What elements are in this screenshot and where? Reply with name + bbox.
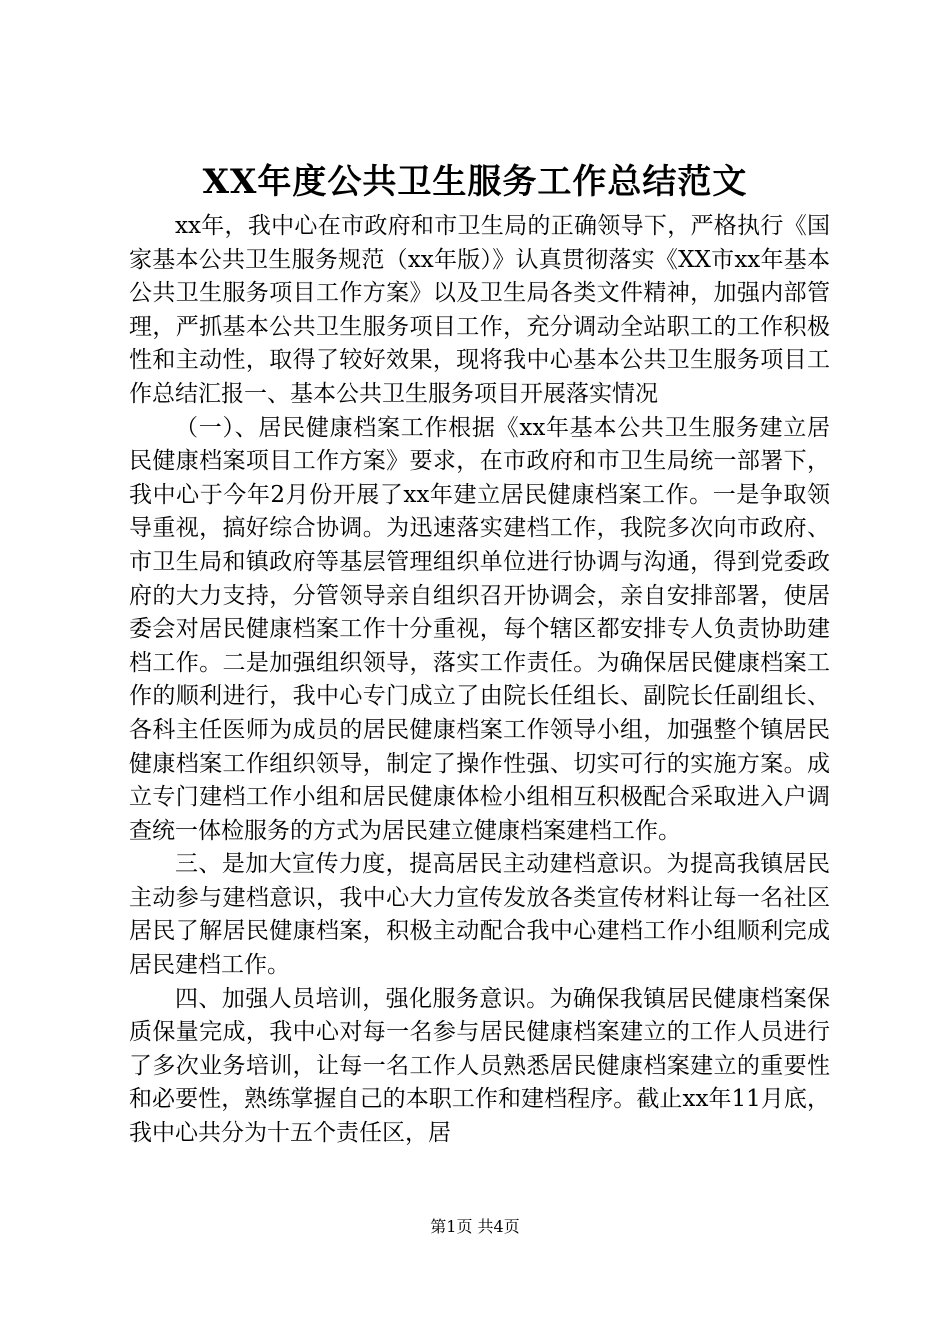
paragraph-intro: xx年，我中心在市政府和市卫生局的正确领导下，严格执行《国家基本公共卫生服务规范（xx年版）》认真贯彻落实《XX市xx年基本公共卫生服务项目工作方案》以及卫生局各类文件精神，加强内部管理，严抓基本公共卫生服务项目工作，充分调动全站职工的工作积极性和主动性，取得了较好效果，现将我中心基本公共卫生服务项目工作总结汇报一、基本公共卫生服务项目开展落实情况 bbox=[129, 213, 830, 407]
page-footer: 第1页 共4页 bbox=[430, 1217, 520, 1236]
paragraph-health-records: （一）、居民健康档案工作根据《xx年基本公共卫生服务建立居民健康档案项目工作方案》要求，在市政府和市卫生局统一部署下，我中心于今年2月份开展了xx年建立居民健康档案工作。一是争取领导重视，搞好综合协调。为迅速落实建档工作，我院多次向市政府、市卫生局和镇政府等基层管理组织单位进行协调与沟通，得到党委政府的大力支持，分管领导亲自组织召开协调会，亲自安排部署，使居委会对居民健康档案工作十分重视，每个辖区都安排专人负责协助建档工作。二是加强组织领导，落实工作责任。为确保居民健康档案工作的顺利进行，我中心专门成立了由院长任组长、副院长任副组长、各科主任医师为成员的居民健康档案工作领导小组，加强整个镇居民健康档案工作组织领导，制定了操作性强、切实可行的实施方案。成立专门建档工作小组和居民健康体检小组相互积极配合采取进入户调查统一体检服务的方式为居民建立健康档案建档工作。 bbox=[129, 414, 830, 844]
document-title: XX年度公共卫生服务工作总结范文 bbox=[202, 162, 748, 202]
paragraph-training: 四、加强人员培训，强化服务意识。为确保我镇居民健康档案保质保量完成，我中心对每一名参与居民健康档案建立的工作人员进行了多次业务培训，让每一名工作人员熟悉居民健康档案建立的重要性和必要性，熟练掌握自己的本职工作和建档程序。截止xx年11月底，我中心共分为十五个责任区，居 bbox=[129, 985, 830, 1147]
paragraph-publicity: 三、是加大宣传力度，提高居民主动建档意识。为提高我镇居民主动参与建档意识，我中心大力宣传发放各类宣传材料让每一名社区居民了解居民健康档案，积极主动配合我中心建档工作小组顺利完成居民建档工作。 bbox=[129, 851, 830, 979]
document-body bbox=[129, 210, 830, 1151]
